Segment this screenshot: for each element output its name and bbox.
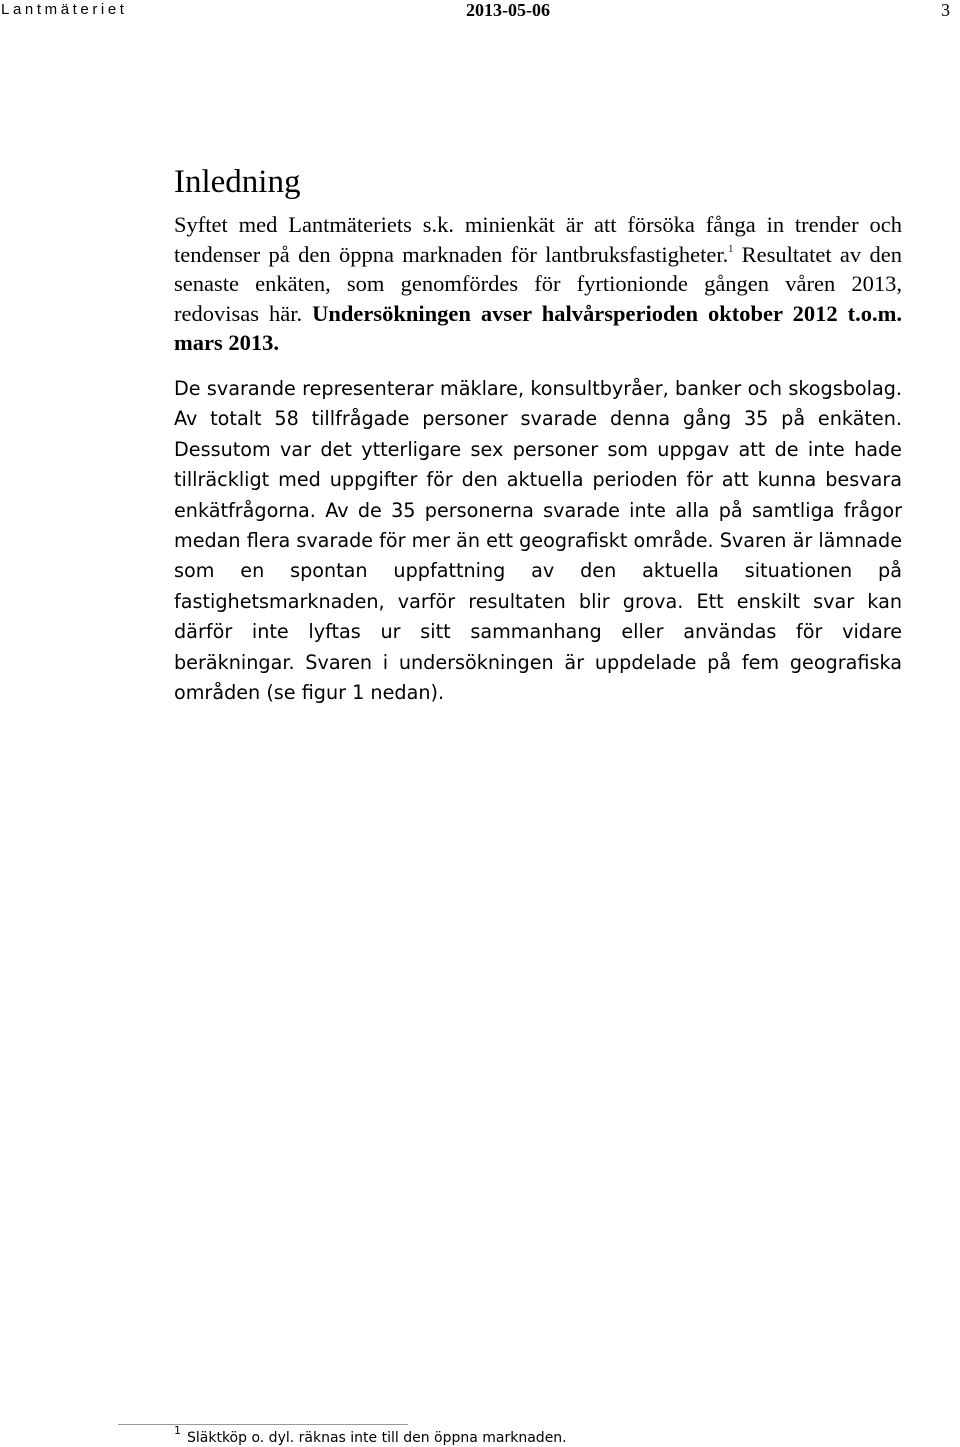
footnote-text: Släktköp o. dyl. räknas inte till den öppna marknaden.	[187, 1430, 567, 1446]
page-number: 3	[941, 0, 950, 20]
header-date: 2013-05-06	[466, 0, 550, 20]
intro-bold-text: Undersökningen avser halvårsperioden oktober 2012 t.o.m. mars 2013.	[174, 300, 903, 355]
footnote-number: 1	[174, 1424, 181, 1437]
page-header	[0, 0, 960, 24]
header-organization: Lantmäteriet	[1, 1, 128, 18]
intro-text-part2: Resultatet av den senaste enkäten, som genomfördes för fyrtionionde gången våren 2013, redovisas här.	[174, 241, 903, 326]
footnote-divider	[118, 1424, 408, 1425]
footnote	[174, 1424, 567, 1447]
footnote-reference: 1	[728, 243, 734, 255]
section-title: Inledning	[174, 164, 301, 200]
intro-paragraph	[174, 210, 902, 358]
body-paragraph: De svarande representerar mäklare, konsultbyråer, banker och skogsbolag. Av totalt 58 tillfrågade personer svarade denna gång 35 på enkäten. Dessutom var det ytterligare sex personer som uppgav att de inte hade tillräckligt med uppgifter för den aktuella perioden för att kunna besvara enkätfrågorna. Av de 35 personerna svarade inte alla på samtliga frågor medan flera svarade för mer än ett geografiskt område. Svaren är lämnade som en spontan uppfattning av den aktuella situationen på fastighetsmarknaden, varför resultaten blir grova. Ett enskilt svar kan därför inte lyftas ur sitt sammanhang eller användas för vidare beräkningar. Svaren i undersökningen är uppdelade på fem geografiska områden (se figur 1 nedan).	[174, 377, 902, 705]
intro-text-part1: Syftet med Lantmäteriets s.k. minienkät är att försöka fånga in trender och tendenser på den öppna marknaden för lantbruksfastigheter.	[174, 212, 902, 267]
